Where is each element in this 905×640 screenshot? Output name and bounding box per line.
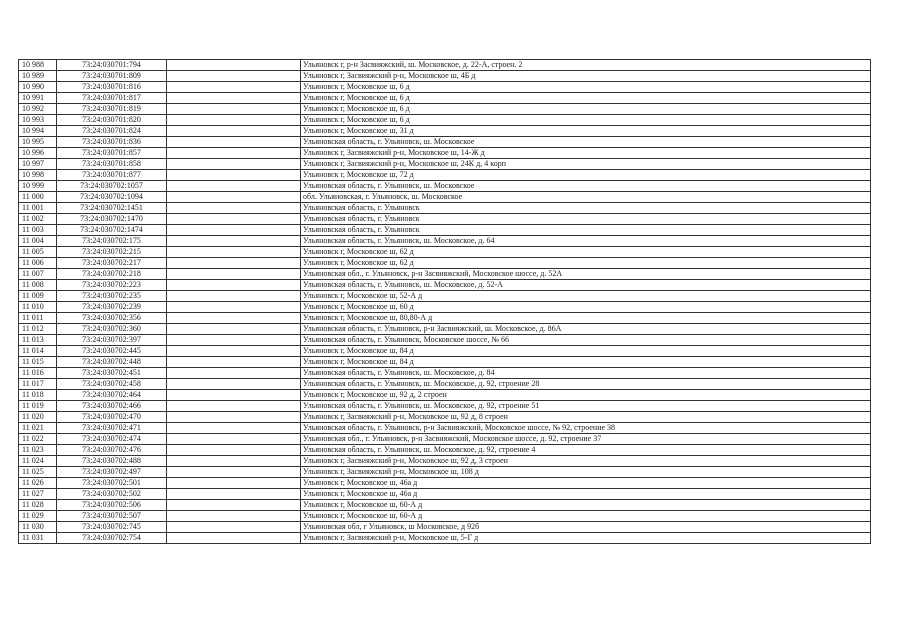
cadastral-number-cell: 73:24:030702:474	[57, 434, 167, 445]
empty-cell	[167, 170, 301, 181]
row-number-cell: 11 015	[19, 357, 57, 368]
address-cell: Ульяновск г, Московское ш, 92 д, 2 строен	[301, 390, 871, 401]
address-cell: Ульяновск г, Московское ш, 60-А д	[301, 511, 871, 522]
empty-cell	[167, 71, 301, 82]
cadastral-number-cell: 73:24:030702:448	[57, 357, 167, 368]
empty-cell	[167, 247, 301, 258]
address-cell: Ульяновская область, г. Ульяновск, ш. Московское	[301, 181, 871, 192]
empty-cell	[167, 236, 301, 247]
cadastral-number-cell: 73:24:030702:215	[57, 247, 167, 258]
row-number-cell: 10 997	[19, 159, 57, 170]
row-number-cell: 11 002	[19, 214, 57, 225]
cadastral-number-cell: 73:24:030702:217	[57, 258, 167, 269]
empty-cell	[167, 489, 301, 500]
empty-cell	[167, 445, 301, 456]
empty-cell	[167, 291, 301, 302]
empty-cell	[167, 93, 301, 104]
cadastral-number-cell: 73:24:030701:809	[57, 71, 167, 82]
table-row	[19, 115, 871, 126]
cadastral-number-cell: 73:24:030702:466	[57, 401, 167, 412]
empty-cell	[167, 313, 301, 324]
empty-cell	[167, 82, 301, 93]
empty-cell	[167, 137, 301, 148]
row-number-cell: 11 026	[19, 478, 57, 489]
empty-cell	[167, 401, 301, 412]
row-number-cell: 11 023	[19, 445, 57, 456]
empty-cell	[167, 434, 301, 445]
empty-cell	[167, 522, 301, 533]
row-number-cell: 11 027	[19, 489, 57, 500]
cadastral-number-cell: 73:24:030702:458	[57, 379, 167, 390]
row-number-cell: 11 005	[19, 247, 57, 258]
table-row	[19, 346, 871, 357]
row-number-cell: 11 009	[19, 291, 57, 302]
table-row	[19, 291, 871, 302]
table-row	[19, 456, 871, 467]
row-number-cell: 11 022	[19, 434, 57, 445]
cadastral-number-cell: 73:24:030702:464	[57, 390, 167, 401]
cadastral-number-cell: 73:24:030701:877	[57, 170, 167, 181]
row-number-cell: 10 991	[19, 93, 57, 104]
row-number-cell: 11 017	[19, 379, 57, 390]
cadastral-number-cell: 73:24:030702:507	[57, 511, 167, 522]
table-row	[19, 126, 871, 137]
row-number-cell: 11 025	[19, 467, 57, 478]
row-number-cell: 11 021	[19, 423, 57, 434]
address-cell: Ульяновская область, г. Ульяновск, ш. Московское, д. 84	[301, 368, 871, 379]
empty-cell	[167, 148, 301, 159]
cadastral-number-cell: 73:24:030702:1451	[57, 203, 167, 214]
empty-cell	[167, 214, 301, 225]
row-number-cell: 10 996	[19, 148, 57, 159]
empty-cell	[167, 423, 301, 434]
empty-cell	[167, 258, 301, 269]
row-number-cell: 11 013	[19, 335, 57, 346]
row-number-cell: 11 014	[19, 346, 57, 357]
address-cell: Ульяновск г, Московское ш, 6 д	[301, 82, 871, 93]
address-cell: Ульяновская область, г. Ульяновск, р-н Засвияжский, Московское шоссе, № 92, строение 38	[301, 423, 871, 434]
table-row	[19, 357, 871, 368]
cadastral-number-cell: 73:24:030701:817	[57, 93, 167, 104]
cadastral-number-cell: 73:24:030701:824	[57, 126, 167, 137]
table-row	[19, 335, 871, 346]
table-row	[19, 302, 871, 313]
empty-cell	[167, 159, 301, 170]
address-cell: Ульяновск г, Московское ш, 84 д	[301, 357, 871, 368]
cadastral-number-cell: 73:24:030702:471	[57, 423, 167, 434]
address-cell: Ульяновская область, г. Ульяновск, р-н Засвияжский, ш. Московское, д. 86А	[301, 324, 871, 335]
cadastral-number-cell: 73:24:030702:497	[57, 467, 167, 478]
table-row	[19, 522, 871, 533]
table-row	[19, 225, 871, 236]
table-row	[19, 236, 871, 247]
address-cell: Ульяновск г, Московское ш, 80,80-А д	[301, 313, 871, 324]
address-cell: Ульяновская обл., г. Ульяновск, р-н Засвияжский, Московское шоссе, д. 52А	[301, 269, 871, 280]
cadastral-number-cell: 73:24:030702:502	[57, 489, 167, 500]
row-number-cell: 10 990	[19, 82, 57, 93]
table-row	[19, 280, 871, 291]
table-row	[19, 445, 871, 456]
row-number-cell: 11 016	[19, 368, 57, 379]
row-number-cell: 11 018	[19, 390, 57, 401]
cadastral-number-cell: 73:24:030701:819	[57, 104, 167, 115]
row-number-cell: 11 024	[19, 456, 57, 467]
row-number-cell: 10 995	[19, 137, 57, 148]
address-cell: Ульяновск г, Засвияжский р-н, Московское ш, 92 д, 8 строен	[301, 412, 871, 423]
cadastral-number-cell: 73:24:030702:1470	[57, 214, 167, 225]
address-cell: Ульяновск г, Московское ш, 60-А д	[301, 500, 871, 511]
row-number-cell: 11 007	[19, 269, 57, 280]
address-cell: Ульяновск г, Засвияжский р-н, Московское ш, 92 д, 3 строен	[301, 456, 871, 467]
table-row	[19, 511, 871, 522]
empty-cell	[167, 379, 301, 390]
table-row	[19, 60, 871, 71]
row-number-cell: 11 031	[19, 533, 57, 544]
table-row	[19, 192, 871, 203]
table-row	[19, 148, 871, 159]
empty-cell	[167, 269, 301, 280]
cadastral-number-cell: 73:24:030702:470	[57, 412, 167, 423]
table-row	[19, 313, 871, 324]
cadastral-number-cell: 73:24:030701:794	[57, 60, 167, 71]
row-number-cell: 11 006	[19, 258, 57, 269]
empty-cell	[167, 357, 301, 368]
address-cell: Ульяновск г, Засвияжский р-н, Московское ш, 24К д, 4 корп	[301, 159, 871, 170]
cadastral-number-cell: 73:24:030702:223	[57, 280, 167, 291]
cadastral-number-cell: 73:24:030701:836	[57, 137, 167, 148]
table-row	[19, 489, 871, 500]
empty-cell	[167, 500, 301, 511]
empty-cell	[167, 456, 301, 467]
cadastral-number-cell: 73:24:030702:218	[57, 269, 167, 280]
row-number-cell: 11 010	[19, 302, 57, 313]
row-number-cell: 11 000	[19, 192, 57, 203]
row-number-cell: 11 012	[19, 324, 57, 335]
address-cell: Ульяновск г, Московское ш, 62 д	[301, 258, 871, 269]
table-row	[19, 170, 871, 181]
address-cell: Ульяновск г, р-н Засвияжский, ш. Московское, д. 22-А, строен. 2	[301, 60, 871, 71]
cadastral-number-cell: 73:24:030702:1474	[57, 225, 167, 236]
address-cell: Ульяновск г, Московское ш, 62 д	[301, 247, 871, 258]
empty-cell	[167, 511, 301, 522]
address-cell: Ульяновск г, Засвияжский р-н, Московское ш, 14-Ж д	[301, 148, 871, 159]
table-body	[19, 60, 871, 544]
row-number-cell: 10 992	[19, 104, 57, 115]
empty-cell	[167, 225, 301, 236]
cadastral-number-cell: 73:24:030702:235	[57, 291, 167, 302]
empty-cell	[167, 126, 301, 137]
address-cell: Ульяновская область, г. Ульяновск, ш. Московское, д. 92, строение 4	[301, 445, 871, 456]
cadastral-number-cell: 73:24:030702:1057	[57, 181, 167, 192]
table-row	[19, 379, 871, 390]
empty-cell	[167, 346, 301, 357]
table-row	[19, 401, 871, 412]
row-number-cell: 11 020	[19, 412, 57, 423]
table-row	[19, 137, 871, 148]
cadastral-number-cell: 73:24:030702:754	[57, 533, 167, 544]
row-number-cell: 10 988	[19, 60, 57, 71]
row-number-cell: 11 019	[19, 401, 57, 412]
address-cell: Ульяновск г, Московское ш, 31 д	[301, 126, 871, 137]
empty-cell	[167, 533, 301, 544]
cadastral-number-cell: 73:24:030702:356	[57, 313, 167, 324]
address-cell: Ульяновск г, Московское ш, 6 д	[301, 115, 871, 126]
row-number-cell: 10 994	[19, 126, 57, 137]
row-number-cell: 11 011	[19, 313, 57, 324]
empty-cell	[167, 181, 301, 192]
cadastral-number-cell: 73:24:030701:858	[57, 159, 167, 170]
table-row	[19, 478, 871, 489]
empty-cell	[167, 324, 301, 335]
empty-cell	[167, 280, 301, 291]
empty-cell	[167, 390, 301, 401]
address-cell: Ульяновск г, Засвияжский р-н, Московское ш, 5-Г д	[301, 533, 871, 544]
address-cell: Ульяновск г, Московское ш, 46а д	[301, 489, 871, 500]
table-row	[19, 93, 871, 104]
address-cell: Ульяновская область, г. Ульяновск, ш. Московское, д. 92, строение 28	[301, 379, 871, 390]
cadastral-number-cell: 73:24:030701:816	[57, 82, 167, 93]
empty-cell	[167, 302, 301, 313]
cadastral-number-cell: 73:24:030702:745	[57, 522, 167, 533]
empty-cell	[167, 60, 301, 71]
row-number-cell: 11 001	[19, 203, 57, 214]
address-cell: Ульяновск г, Московское ш, 60 д	[301, 302, 871, 313]
cadastral-number-cell: 73:24:030701:857	[57, 148, 167, 159]
cadastral-number-cell: 73:24:030702:476	[57, 445, 167, 456]
table-row	[19, 203, 871, 214]
empty-cell	[167, 115, 301, 126]
cadastral-number-cell: 73:24:030702:360	[57, 324, 167, 335]
address-cell: Ульяновская область, г. Ульяновск, Московское шоссе, № 66	[301, 335, 871, 346]
address-cell: Ульяновск г, Засвияжский р-н, Московское ш, 108 д	[301, 467, 871, 478]
address-cell: Ульяновская область, г. Ульяновск	[301, 214, 871, 225]
empty-cell	[167, 467, 301, 478]
table-row	[19, 258, 871, 269]
address-cell: Ульяновская область, г. Ульяновск	[301, 203, 871, 214]
address-cell: Ульяновск г, Засвияжский р-н, Московское ш, 4Б д	[301, 71, 871, 82]
address-cell: Ульяновская обл, г Ульяновск, ш Московское, д 92б	[301, 522, 871, 533]
row-number-cell: 10 998	[19, 170, 57, 181]
row-number-cell: 10 989	[19, 71, 57, 82]
cadastral-table	[18, 59, 871, 544]
table-row	[19, 533, 871, 544]
empty-cell	[167, 368, 301, 379]
row-number-cell: 10 999	[19, 181, 57, 192]
table-row	[19, 423, 871, 434]
table-row	[19, 324, 871, 335]
row-number-cell: 10 993	[19, 115, 57, 126]
table-row	[19, 390, 871, 401]
cadastral-number-cell: 73:24:030702:506	[57, 500, 167, 511]
table-row	[19, 214, 871, 225]
row-number-cell: 11 004	[19, 236, 57, 247]
table-row	[19, 247, 871, 258]
address-cell: Ульяновск г, Московское ш, 6 д	[301, 104, 871, 115]
cadastral-number-cell: 73:24:030702:397	[57, 335, 167, 346]
cadastral-number-cell: 73:24:030702:488	[57, 456, 167, 467]
table-row	[19, 412, 871, 423]
address-cell: Ульяновская обл., г. Ульяновск, р-н Засвияжский, Московское шоссе, д. 92, строение 37	[301, 434, 871, 445]
cadastral-number-cell: 73:24:030702:501	[57, 478, 167, 489]
table-row	[19, 368, 871, 379]
cadastral-number-cell: 73:24:030702:239	[57, 302, 167, 313]
row-number-cell: 11 003	[19, 225, 57, 236]
cadastral-number-cell: 73:24:030702:1094	[57, 192, 167, 203]
table-row	[19, 181, 871, 192]
cadastral-number-cell: 73:24:030702:451	[57, 368, 167, 379]
table-row	[19, 269, 871, 280]
table-row	[19, 71, 871, 82]
address-cell: Ульяновск г, Московское ш, 84 д	[301, 346, 871, 357]
table-row	[19, 434, 871, 445]
table-row	[19, 500, 871, 511]
empty-cell	[167, 104, 301, 115]
empty-cell	[167, 412, 301, 423]
cadastral-number-cell: 73:24:030701:820	[57, 115, 167, 126]
address-cell: Ульяновск г, Московское ш, 52-А д	[301, 291, 871, 302]
address-cell: Ульяновская область, г. Ульяновск	[301, 225, 871, 236]
table-row	[19, 104, 871, 115]
address-cell: Ульяновск г, Московское ш, 6 д	[301, 93, 871, 104]
empty-cell	[167, 203, 301, 214]
empty-cell	[167, 478, 301, 489]
address-cell: Ульяновская область, г. Ульяновск, ш. Московское, д. 92, строение 51	[301, 401, 871, 412]
cadastral-number-cell: 73:24:030702:445	[57, 346, 167, 357]
row-number-cell: 11 030	[19, 522, 57, 533]
cadastral-number-cell: 73:24:030702:175	[57, 236, 167, 247]
address-cell: обл. Ульяновская, г. Ульяновск, ш. Московское	[301, 192, 871, 203]
empty-cell	[167, 192, 301, 203]
address-cell: Ульяновск г, Московское ш, 72 д	[301, 170, 871, 181]
address-cell: Ульяновская область, г. Ульяновск, ш. Московское, д. 64	[301, 236, 871, 247]
row-number-cell: 11 029	[19, 511, 57, 522]
address-cell: Ульяновская область, г. Ульяновск, ш. Московское, д. 52-А	[301, 280, 871, 291]
address-cell: Ульяновская область, г. Ульяновск, ш. Московское	[301, 137, 871, 148]
table-row	[19, 82, 871, 93]
row-number-cell: 11 028	[19, 500, 57, 511]
table-row	[19, 159, 871, 170]
table-row	[19, 467, 871, 478]
address-cell: Ульяновск г, Московское ш, 46а д	[301, 478, 871, 489]
row-number-cell: 11 008	[19, 280, 57, 291]
empty-cell	[167, 335, 301, 346]
